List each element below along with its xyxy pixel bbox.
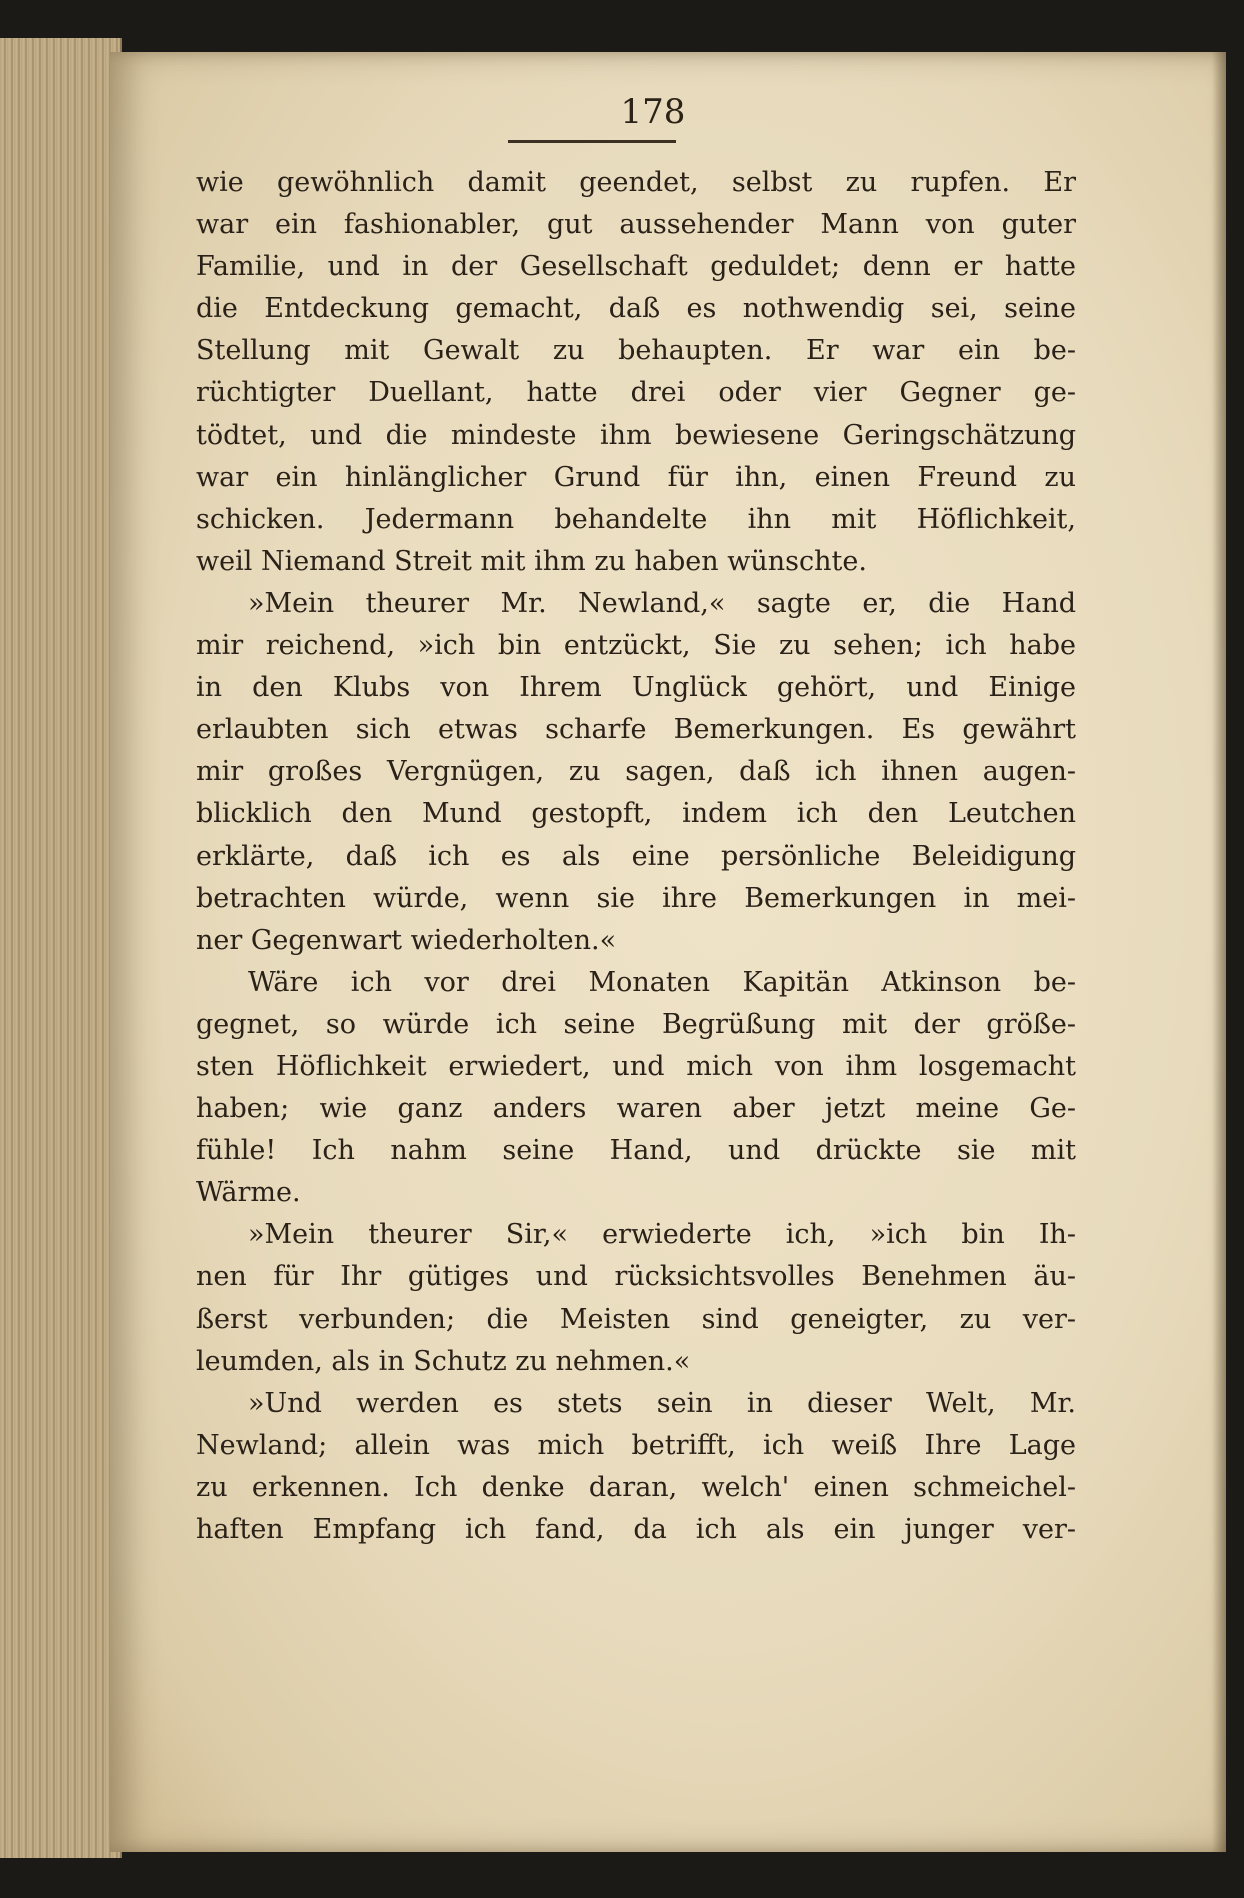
text-line: rüchtigter Duellant, hatte drei oder vier Gegner ge- [196, 377, 1076, 409]
text-line: erlaubten sich etwas scharfe Bemerkungen. Es gewährt [196, 714, 1076, 746]
text-line: leumden, als in Schutz zu nehmen.« [196, 1345, 691, 1377]
page-shadow [1212, 52, 1226, 1852]
text-line: nen für Ihr gütiges und rücksichtsvolles Benehmen äu- [196, 1261, 1076, 1293]
header-rule [508, 140, 676, 143]
text-line: erklärte, daß ich es als eine persönliche Beleidigung [196, 840, 1076, 872]
text-line: die Entdeckung gemacht, daß es nothwendig sei, seine [196, 293, 1076, 325]
text-line: blicklich den Mund gestopft, indem ich den Leutchen [196, 798, 1076, 830]
text-line: wie gewöhnlich damit geendet, selbst zu rupfen. Er [196, 167, 1076, 198]
text-line: mir großes Vergnügen, zu sagen, daß ich ihnen augen- [196, 756, 1076, 788]
text-line: Wäre ich vor drei Monaten Kapitän Atkinson be- [248, 966, 1076, 998]
text-line: war ein fashionabler, gut aussehender Mann von guter [196, 209, 1076, 241]
text-line: Newland; allein was mich betrifft, ich weiß Ihre Lage [196, 1429, 1076, 1461]
text-line: sten Höflichkeit erwiedert, und mich von ihm losgemacht [196, 1050, 1076, 1082]
text-line: »Mein theurer Mr. Newland,« sagte er, die Hand [248, 587, 1076, 619]
page-number: 178 [620, 92, 686, 132]
text-line: ner Gegenwart wiederholten.« [196, 924, 617, 956]
text-line: betrachten würde, wenn sie ihre Bemerkungen in mei- [196, 882, 1076, 914]
text-line: schicken. Jedermann behandelte ihn mit Höflichkeit, [196, 503, 1076, 535]
text-line: Wärme. [196, 1177, 301, 1209]
text-line: weil Niemand Streit mit ihm zu haben wünschte. [196, 545, 867, 577]
text-line: haben; wie ganz anders waren aber jetzt meine Ge- [196, 1093, 1076, 1125]
text-line: Familie, und in der Gesellschaft geduldet; denn er hatte [196, 251, 1076, 283]
text-line: in den Klubs von Ihrem Unglück gehört, und Einige [196, 672, 1076, 704]
text-line: fühle! Ich nahm seine Hand, und drückte sie mit [196, 1135, 1076, 1167]
text-line: zu erkennen. Ich denke daran, welch' einen schmeichel- [196, 1471, 1076, 1503]
book-page-edges [0, 38, 122, 1858]
text-line: »Und werden es stets sein in dieser Welt, Mr. [248, 1387, 1076, 1419]
text-line: tödtet, und die mindeste ihm bewiesene Geringschätzung [196, 419, 1076, 451]
text-line: war ein hinlänglicher Grund für ihn, einen Freund zu [196, 461, 1076, 493]
text-line: ßerst verbunden; die Meisten sind geneigter, zu ver- [196, 1303, 1076, 1335]
text-line: haften Empfang ich fand, da ich als ein junger ver- [196, 1514, 1076, 1545]
text-line: Stellung mit Gewalt zu behaupten. Er war ein be- [196, 335, 1076, 367]
text-line: mir reichend, »ich bin entzückt, Sie zu sehen; ich habe [196, 630, 1076, 662]
text-line: »Mein theurer Sir,« erwiederte ich, »ich bin Ih- [248, 1219, 1076, 1251]
body-text [196, 162, 1076, 1551]
text-line: gegnet, so würde ich seine Begrüßung mit der größe- [196, 1008, 1076, 1040]
